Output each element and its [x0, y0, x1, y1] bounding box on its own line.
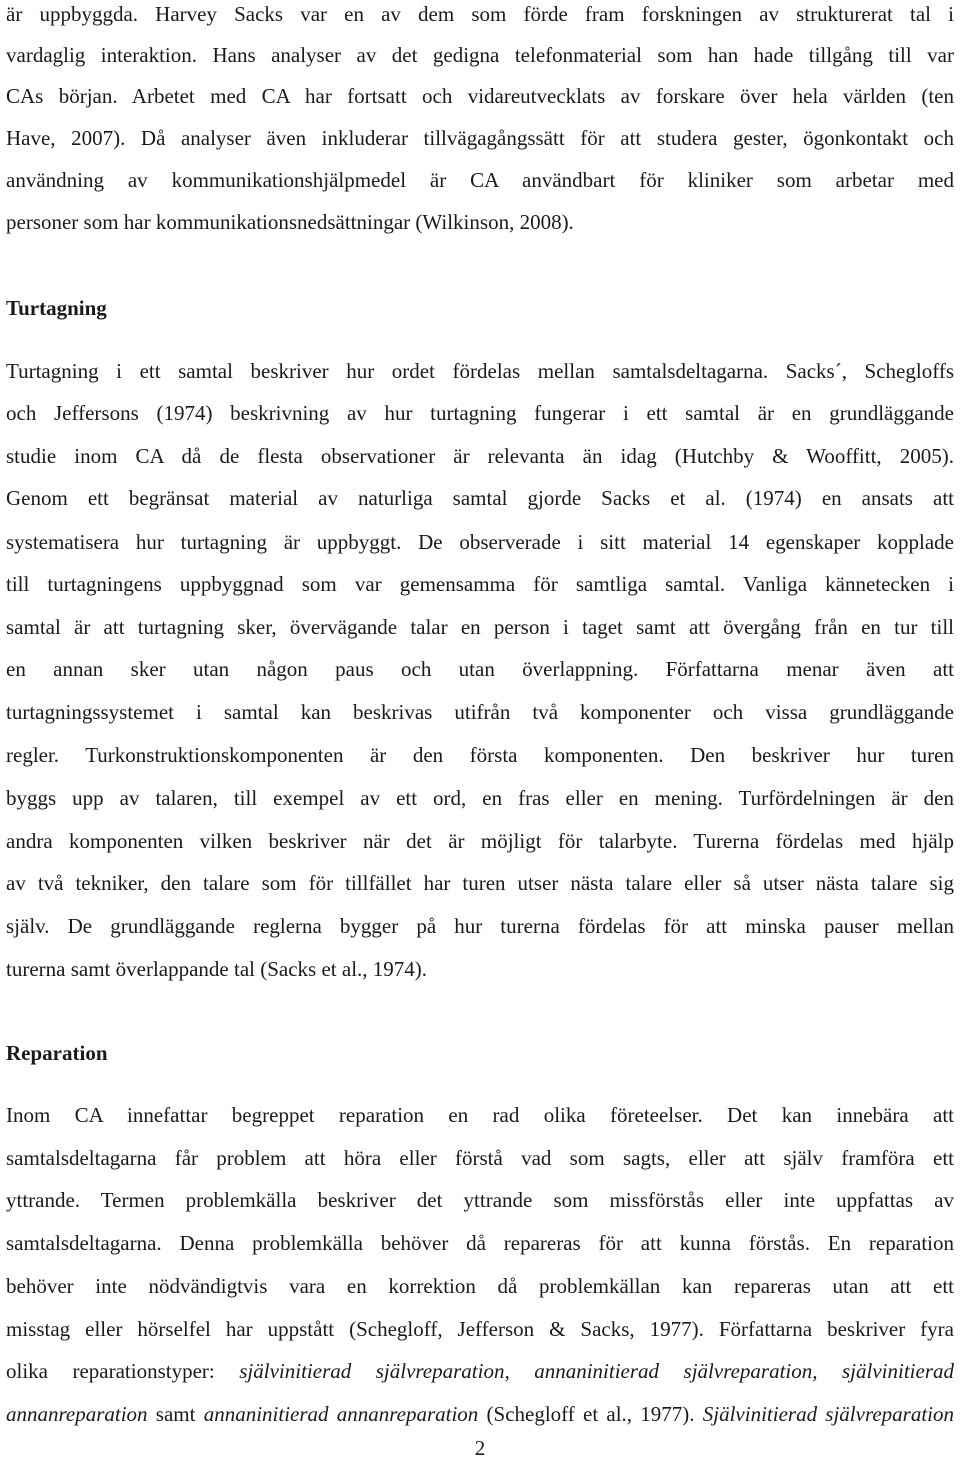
- text-line: själv. De grundläggande reglerna bygger på hur turerna fördelas för att minska pauser mellan: [6, 914, 954, 938]
- text-line: Have, 2007). Då analyser även inkluderar tillvägagångssätt för att studera gester, ögonkontakt och: [6, 126, 954, 150]
- repair-type-other-initiated-other-repair: annaninitierad annanreparation: [203, 1402, 479, 1426]
- section-heading-reparation: Reparation: [6, 1041, 108, 1065]
- text-line: samtalsdeltagarna. Denna problemkälla behöver då repareras för att kunna förstås. En reparation: [6, 1231, 954, 1255]
- text-line-repair-types: [6, 1357, 954, 1385]
- text-line: samtal är att turtagning sker, övervägande talar en person i taget samt att övergång från en tur till: [6, 615, 954, 639]
- text-line: vardaglig interaktion. Hans analyser av det gedigna telefonmaterial som han hade tillgång till var: [6, 43, 954, 67]
- text-line: byggs upp av talaren, till exempel av ett ord, en fras eller en mening. Turfördelningen är den: [6, 786, 954, 810]
- text-line: andra komponenten vilken beskriver när det är möjligt för talarbyte. Turerna fördelas med hjälp: [6, 829, 954, 853]
- text-line: behöver inte nödvändigtvis vara en korrektion då problemkällan kan repareras utan att ett: [6, 1274, 954, 1298]
- text-line: av två tekniker, den talare som för tillfället har turen utser nästa talare eller så utser nästa talare sig: [6, 871, 954, 895]
- text-line-repair-types-cont: [6, 1400, 954, 1428]
- text-line: och Jeffersons (1974) beskrivning av hur turtagning fungerar i ett samtal är en grundläggande: [6, 401, 954, 425]
- citation-text: (Schegloff et al., 1977).: [478, 1402, 703, 1426]
- repair-type-self-initiated-self-repair: självinitierad självreparation,: [239, 1359, 510, 1383]
- text-line: yttrande. Termen problemkälla beskriver det yttrande som missförstås eller inte uppfattas av: [6, 1188, 954, 1212]
- text-line: systematisera hur turtagning är uppbyggt. De observerade i sitt material 14 egenskaper kopplade: [6, 530, 954, 554]
- text-line: en annan sker utan någon paus och utan överlappning. Författarna menar även att: [6, 657, 954, 681]
- text-line: samtalsdeltagarna får problem att höra eller förstå vad som sagts, eller att själv framföra ett: [6, 1146, 954, 1170]
- text-line: användning av kommunikationshjälpmedel är CA användbart för kliniker som arbetar med: [6, 168, 954, 192]
- repair-type-self-initiated: självinitierad: [842, 1359, 954, 1383]
- text-line: CAs början. Arbetet med CA har fortsatt och vidareutvecklats av forskare över hela världen (ten: [6, 84, 954, 108]
- text-line: turerna samt överlappande tal (Sacks et al., 1974).: [6, 957, 428, 981]
- text-line: turtagningssystemet i samtal kan beskrivas utifrån två komponenter och vissa grundläggande: [6, 700, 954, 724]
- text-line: personer som har kommunikationsnedsättningar (Wilkinson, 2008).: [6, 210, 574, 234]
- text-line: till turtagningens uppbyggnad som var gemensamma för samtliga samtal. Vanliga kännetecken i: [6, 572, 954, 596]
- text-line: Inom CA innefattar begreppet reparation en rad olika företeelser. Det kan innebära att: [6, 1103, 954, 1127]
- text-line: är uppbyggda. Harvey Sacks var en av dem som förde fram forskningen av strukturerat tal i: [6, 2, 954, 26]
- text-line: regler. Turkonstruktionskomponenten är den första komponenten. Den beskriver hur turen: [6, 743, 954, 767]
- text-line: Genom ett begränsat material av naturliga samtal gjorde Sacks et al. (1974) en ansats att: [6, 486, 954, 510]
- text-line: studie inom CA då de flesta observationer är relevanta än idag (Hutchby & Wooffitt, 2005).: [6, 444, 954, 468]
- text-line: Turtagning i ett samtal beskriver hur ordet fördelas mellan samtalsdeltagarna. Sacks´, Schegloffs: [6, 359, 954, 383]
- repair-type-other-initiated-self-repair: annaninitierad självreparation,: [534, 1359, 818, 1383]
- section-heading-turtagning: Turtagning: [6, 296, 107, 320]
- trailing-term: Självinitierad självreparation: [702, 1402, 955, 1426]
- text-line: misstag eller hörselfel har uppstått (Schegloff, Jefferson & Sacks, 1977). Författarna beskriver fyra: [6, 1317, 954, 1341]
- repair-type-other-repair: annanreparation: [6, 1402, 148, 1426]
- conjunction-text: samt: [147, 1402, 204, 1426]
- page-number: 2: [474, 1436, 486, 1460]
- repair-types-prefix: olika reparationstyper:: [6, 1359, 240, 1383]
